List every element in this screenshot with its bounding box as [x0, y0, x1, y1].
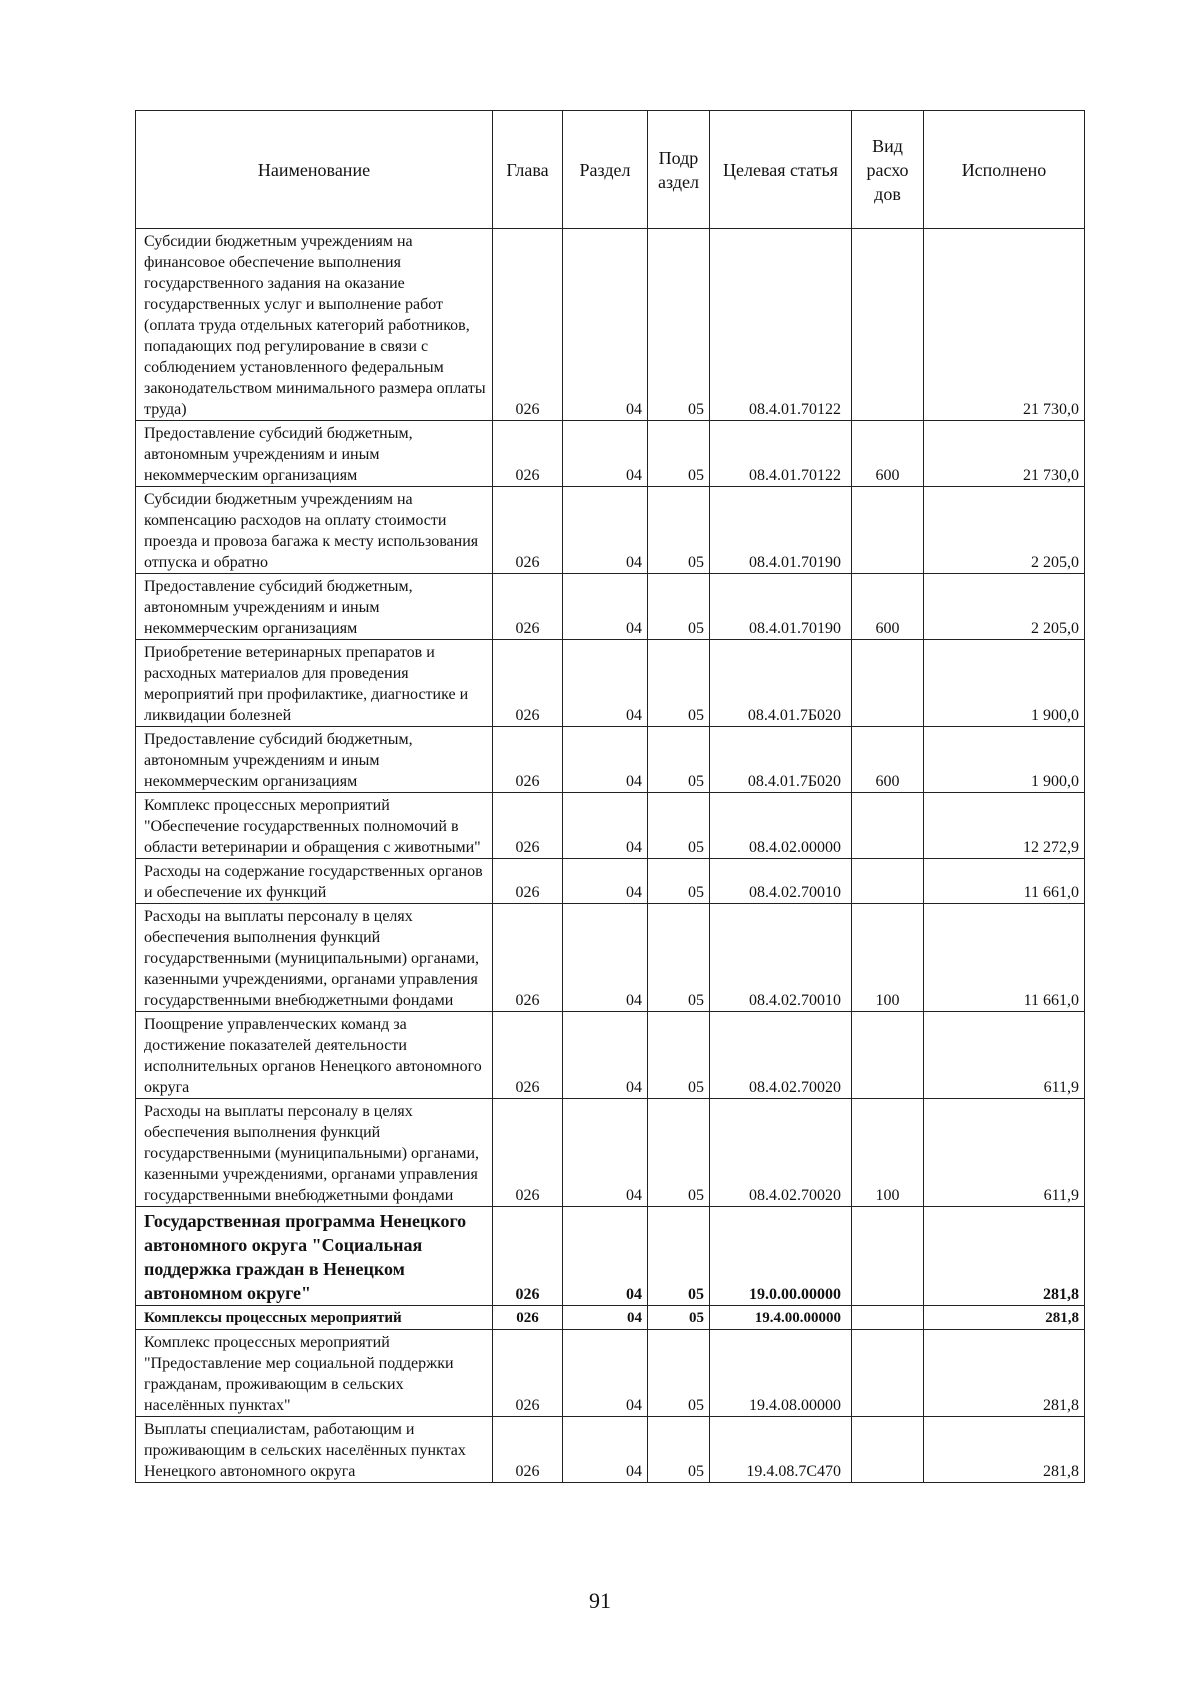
cell-expense-type [852, 793, 924, 859]
cell-expense-type [852, 1207, 924, 1306]
cell-executed: 2 205,0 [924, 574, 1085, 640]
cell-executed: 611,9 [924, 1099, 1085, 1207]
cell-section: 04 [563, 640, 648, 727]
cell-chapter: 026 [493, 229, 563, 421]
cell-section: 04 [563, 1306, 648, 1330]
cell-executed: 281,8 [924, 1207, 1085, 1306]
cell-chapter: 026 [493, 1207, 563, 1306]
budget-execution-table [135, 110, 1085, 1483]
cell-chapter: 026 [493, 1417, 563, 1483]
cell-chapter: 026 [493, 1330, 563, 1417]
header-subsection: Подр аздел [648, 111, 710, 229]
cell-section: 04 [563, 421, 648, 487]
cell-executed: 21 730,0 [924, 421, 1085, 487]
cell-name: Субсидии бюджетным учреждениям на финансовое обеспечение выполнения государственного задания на оказание государственных услуг и выполнение работ (оплата труда отдельных категорий работников, попадающих под регулирование в связи с соблюдением установленного федеральным законодательством минимального размера оплаты труда) [136, 229, 493, 421]
table-row-program [136, 1207, 1085, 1306]
cell-expense-type [852, 640, 924, 727]
cell-subsection: 05 [648, 640, 710, 727]
cell-subsection: 05 [648, 1207, 710, 1306]
header-chapter: Глава [493, 111, 563, 229]
cell-chapter: 026 [493, 727, 563, 793]
cell-target: 08.4.02.70020 [710, 1099, 852, 1207]
table-row [136, 1417, 1085, 1483]
cell-section: 04 [563, 1330, 648, 1417]
cell-chapter: 026 [493, 793, 563, 859]
cell-section: 04 [563, 859, 648, 904]
header-target: Целевая статья [710, 111, 852, 229]
cell-expense-type: 600 [852, 421, 924, 487]
cell-section: 04 [563, 904, 648, 1012]
cell-section: 04 [563, 487, 648, 574]
cell-section: 04 [563, 1099, 648, 1207]
header-expense-type: Вид расхо дов [852, 111, 924, 229]
cell-subsection: 05 [648, 904, 710, 1012]
cell-section: 04 [563, 1012, 648, 1099]
cell-target: 08.4.01.7Б020 [710, 640, 852, 727]
cell-target: 08.4.01.70190 [710, 574, 852, 640]
cell-expense-type: 600 [852, 727, 924, 793]
cell-expense-type: 100 [852, 1099, 924, 1207]
cell-name: Комплексы процессных мероприятий [136, 1306, 493, 1330]
cell-name: Выплаты специалистам, работающим и проживающим в сельских населённых пунктах Ненецкого автономного округа [136, 1417, 493, 1483]
cell-subsection: 05 [648, 1417, 710, 1483]
cell-expense-type [852, 1330, 924, 1417]
table-row [136, 1099, 1085, 1207]
cell-name: Поощрение управленческих команд за достижение показателей деятельности исполнительных органов Ненецкого автономного округа [136, 1012, 493, 1099]
cell-expense-type: 100 [852, 904, 924, 1012]
cell-subsection: 05 [648, 1099, 710, 1207]
cell-target: 08.4.02.70020 [710, 1012, 852, 1099]
table-row-subprogram [136, 1306, 1085, 1330]
cell-chapter: 026 [493, 640, 563, 727]
cell-target: 19.4.08.00000 [710, 1330, 852, 1417]
cell-target: 08.4.02.00000 [710, 793, 852, 859]
table-row [136, 904, 1085, 1012]
header-row [136, 111, 1085, 229]
cell-target: 19.4.08.7С470 [710, 1417, 852, 1483]
page-number: 91 [589, 1588, 611, 1613]
cell-name: Предоставление субсидий бюджетным, автономным учреждениям и иным некоммерческим организациям [136, 421, 493, 487]
cell-name: Расходы на выплаты персоналу в целях обеспечения выполнения функций государственными (муниципальными) органами, казенными учреждениями, органами управления государственными внебюджетными фондами [136, 1099, 493, 1207]
cell-target: 19.0.00.00000 [710, 1207, 852, 1306]
cell-expense-type [852, 1012, 924, 1099]
cell-subsection: 05 [648, 793, 710, 859]
cell-section: 04 [563, 1417, 648, 1483]
cell-name: Субсидии бюджетным учреждениям на компенсацию расходов на оплату стоимости проезда и провоза багажа к месту использования отпуска и обратно [136, 487, 493, 574]
cell-chapter: 026 [493, 574, 563, 640]
budget-table-container [135, 110, 1084, 1483]
table-row [136, 640, 1085, 727]
cell-section: 04 [563, 574, 648, 640]
cell-chapter: 026 [493, 859, 563, 904]
cell-target: 08.4.01.70122 [710, 229, 852, 421]
table-row [136, 487, 1085, 574]
cell-section: 04 [563, 1207, 648, 1306]
cell-executed: 281,8 [924, 1306, 1085, 1330]
cell-section: 04 [563, 229, 648, 421]
cell-target: 08.4.02.70010 [710, 859, 852, 904]
cell-executed: 11 661,0 [924, 859, 1085, 904]
table-row [136, 727, 1085, 793]
cell-expense-type [852, 859, 924, 904]
cell-executed: 21 730,0 [924, 229, 1085, 421]
table-row [136, 859, 1085, 904]
cell-expense-type [852, 1417, 924, 1483]
header-executed: Исполнено [924, 111, 1085, 229]
cell-name: Комплекс процессных мероприятий "Предоставление мер социальной поддержки гражданам, проживающим в сельских населённых пунктах" [136, 1330, 493, 1417]
cell-section: 04 [563, 727, 648, 793]
cell-expense-type [852, 229, 924, 421]
cell-executed: 1 900,0 [924, 727, 1085, 793]
cell-subsection: 05 [648, 1012, 710, 1099]
cell-section: 04 [563, 793, 648, 859]
cell-target: 08.4.02.70010 [710, 904, 852, 1012]
cell-name: Предоставление субсидий бюджетным, автономным учреждениям и иным некоммерческим организациям [136, 574, 493, 640]
cell-executed: 2 205,0 [924, 487, 1085, 574]
cell-subsection: 05 [648, 421, 710, 487]
cell-target: 08.4.01.7Б020 [710, 727, 852, 793]
cell-subsection: 05 [648, 727, 710, 793]
cell-name: Предоставление субсидий бюджетным, автономным учреждениям и иным некоммерческим организациям [136, 727, 493, 793]
cell-expense-type [852, 1306, 924, 1330]
cell-expense-type: 600 [852, 574, 924, 640]
cell-subsection: 05 [648, 487, 710, 574]
cell-chapter: 026 [493, 421, 563, 487]
cell-name: Расходы на содержание государственных органов и обеспечение их функций [136, 859, 493, 904]
cell-subsection: 05 [648, 859, 710, 904]
cell-executed: 11 661,0 [924, 904, 1085, 1012]
cell-executed: 611,9 [924, 1012, 1085, 1099]
cell-subsection: 05 [648, 229, 710, 421]
cell-chapter: 026 [493, 487, 563, 574]
header-name: Наименование [136, 111, 493, 229]
cell-executed: 1 900,0 [924, 640, 1085, 727]
cell-chapter: 026 [493, 1099, 563, 1207]
table-row [136, 229, 1085, 421]
cell-executed: 12 272,9 [924, 793, 1085, 859]
table-row [136, 421, 1085, 487]
table-row [136, 574, 1085, 640]
cell-target: 08.4.01.70190 [710, 487, 852, 574]
cell-chapter: 026 [493, 904, 563, 1012]
cell-target: 08.4.01.70122 [710, 421, 852, 487]
cell-executed: 281,8 [924, 1417, 1085, 1483]
cell-executed: 281,8 [924, 1330, 1085, 1417]
table-row [136, 793, 1085, 859]
cell-expense-type [852, 487, 924, 574]
cell-name: Государственная программа Ненецкого автономного округа "Социальная поддержка граждан в Ненецком автономном округе" [136, 1207, 493, 1306]
cell-name: Приобретение ветеринарных препаратов и расходных материалов для проведения мероприятий при профилактике, диагностике и ликвидации болезней [136, 640, 493, 727]
header-section: Раздел [563, 111, 648, 229]
cell-subsection: 05 [648, 1330, 710, 1417]
table-row [136, 1012, 1085, 1099]
cell-target: 19.4.00.00000 [710, 1306, 852, 1330]
cell-subsection: 05 [648, 1306, 710, 1330]
cell-subsection: 05 [648, 574, 710, 640]
table-row [136, 1330, 1085, 1417]
cell-name: Комплекс процессных мероприятий "Обеспечение государственных полномочий в области ветеринарии и обращения с животными" [136, 793, 493, 859]
cell-chapter: 026 [493, 1012, 563, 1099]
cell-chapter: 026 [493, 1306, 563, 1330]
cell-name: Расходы на выплаты персоналу в целях обеспечения выполнения функций государственными (муниципальными) органами, казенными учреждениями, органами управления государственными внебюджетными фондами [136, 904, 493, 1012]
